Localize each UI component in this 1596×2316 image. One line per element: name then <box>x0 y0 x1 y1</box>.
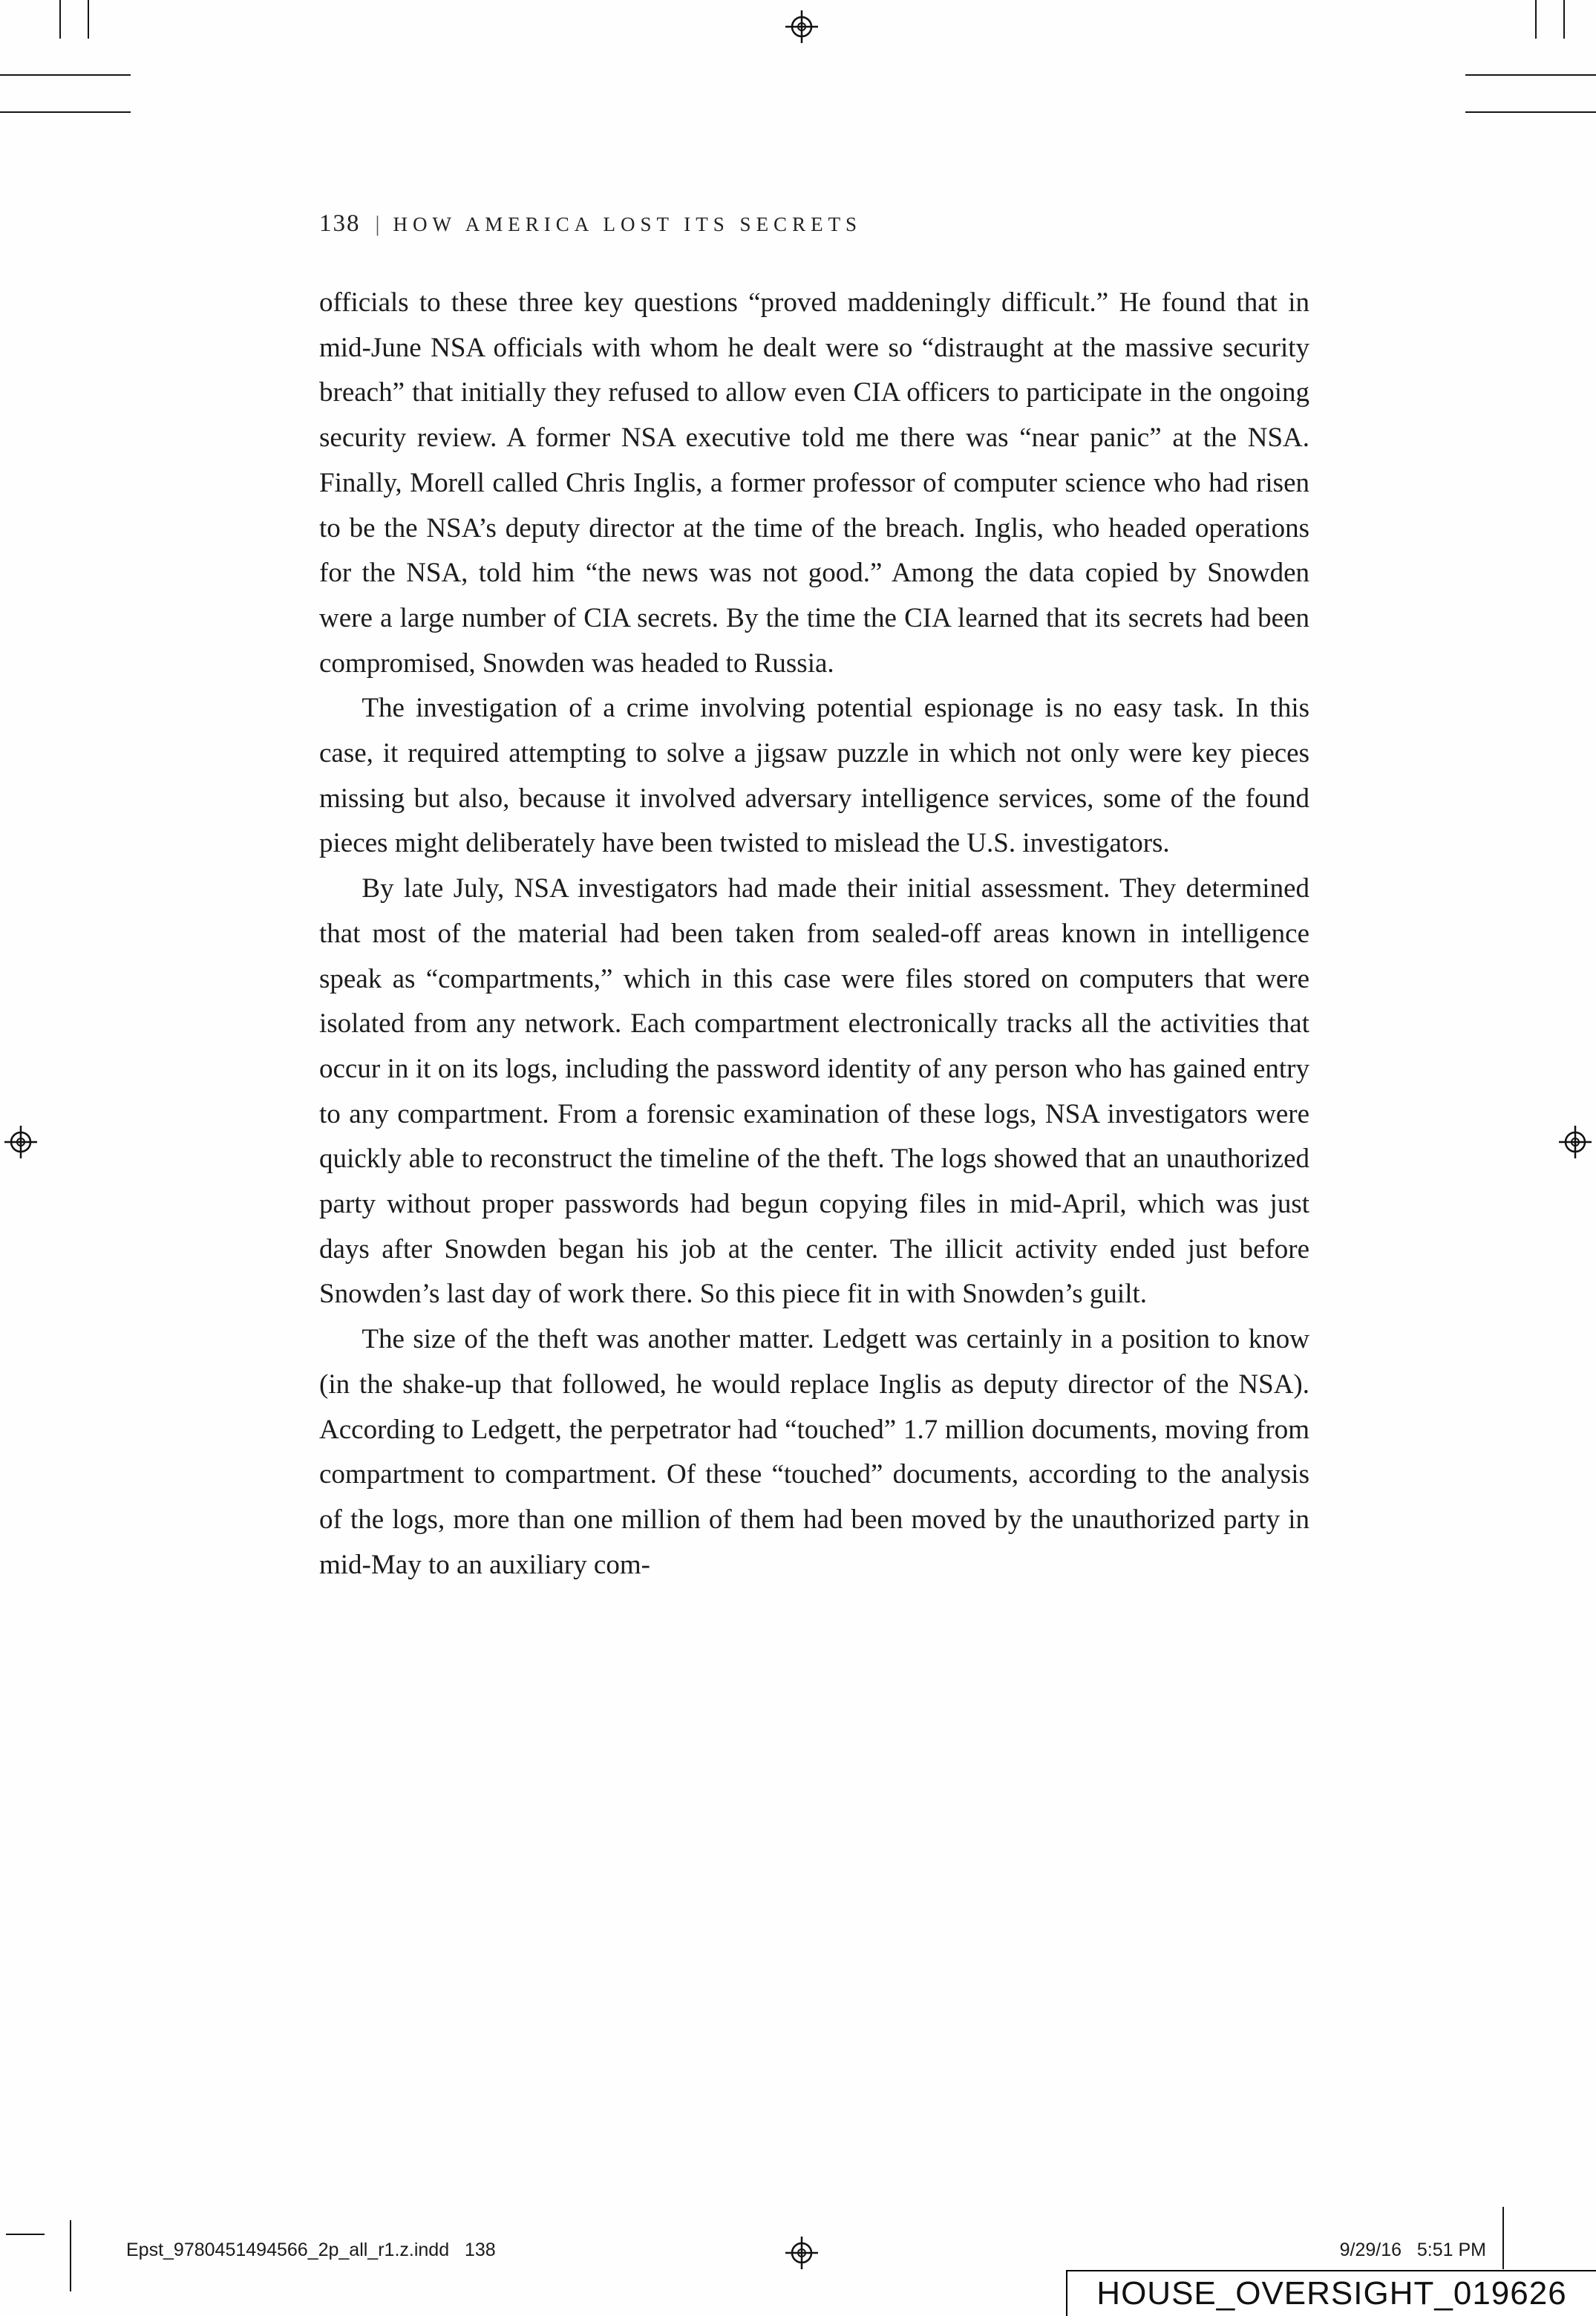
page-header <box>319 210 1308 238</box>
crop-mark <box>1535 0 1537 39</box>
watermark: HOUSE_OVERSIGHT_019626 <box>1066 2270 1596 2316</box>
page-number: 138 <box>319 210 361 237</box>
registration-mark-icon <box>4 1126 37 1158</box>
crop-mark <box>1465 74 1596 76</box>
crop-mark <box>88 0 89 39</box>
crop-mark <box>1563 0 1565 39</box>
paragraph: The investigation of a crime involving potential espionage is no easy task. In this case, it required attempting to solve a jigsaw puzzle in which not only were key pieces missing but also, because it involved adversary intelligence services, some of the found pieces might deliberately have been twisted to mislead the U.S. investigators. <box>319 693 1309 859</box>
registration-mark-icon <box>785 10 818 43</box>
running-head: HOW AMERICA LOST ITS SECRETS <box>393 213 863 235</box>
footer-datetime: 9/29/16 5:51 PM <box>1339 2240 1486 2260</box>
paragraph: By late July, NSA investigators had made their initial assessment. They determined that most of the material had been taken from sealed-off areas known in intelligence speak as “compartments,” which in this case were files stored on computers that were isolated from any network. Each compartment electronically tracks all the activities that occur in it on its logs, including the password identity of any person who has gained entry to any compartment. From a forensic examination of these logs, NSA investigators were quickly able to reconstruct the timeline of the theft. The logs showed that an unauthorized party without proper passwords had begun copying files in mid-April, which was just days after Snowden began his job at the center. The illicit activity ended just before Snowden’s last day of work there. So this piece fit in with Snowden’s guilt. <box>319 873 1309 1310</box>
body-text <box>319 281 1309 1588</box>
crop-mark <box>6 2234 45 2235</box>
crop-mark <box>0 74 131 76</box>
crop-mark <box>59 0 61 39</box>
header-separator: | <box>375 212 380 236</box>
registration-mark-icon <box>1559 1126 1592 1158</box>
paragraph: officials to these three key questions “proved maddeningly difficult.” He found that in mid-June NSA officials with whom he dealt were so “distraught at the massive security breach” that initially they refused to allow even CIA officers to participate in the ongoing security review. A former NSA executive told me there was “near panic” at the NSA. Finally, Morell called Chris Inglis, a former professor of computer science who had risen to be the NSA’s deputy director at the time of the breach. Inglis, who headed operations for the NSA, told him “the news was not good.” Among the data copied by Snowden were a large number of CIA secrets. By the time the CIA learned that its secrets had been compromised, Snowden was headed to Russia. <box>319 287 1309 679</box>
crop-mark <box>70 2220 71 2291</box>
crop-mark <box>0 111 131 113</box>
crop-mark <box>1502 2207 1504 2269</box>
paragraph: The size of the theft was another matter. Ledgett was certainly in a position to know (in the shake-up that followed, he would replace Inglis as deputy director of the NSA). According to Ledgett, the perpetrator had “touched” 1.7 million documents, moving from compartment to compartment. Of these “touched” documents, according to the analysis of the logs, more than one million of them had been moved by the unauthorized party in mid-May to an auxiliary com- <box>319 1324 1309 1580</box>
footer-filename: Epst_9780451494566_2p_all_r1.z.indd 138 <box>126 2240 496 2260</box>
crop-mark <box>1465 111 1596 113</box>
print-footer <box>126 2240 1486 2261</box>
